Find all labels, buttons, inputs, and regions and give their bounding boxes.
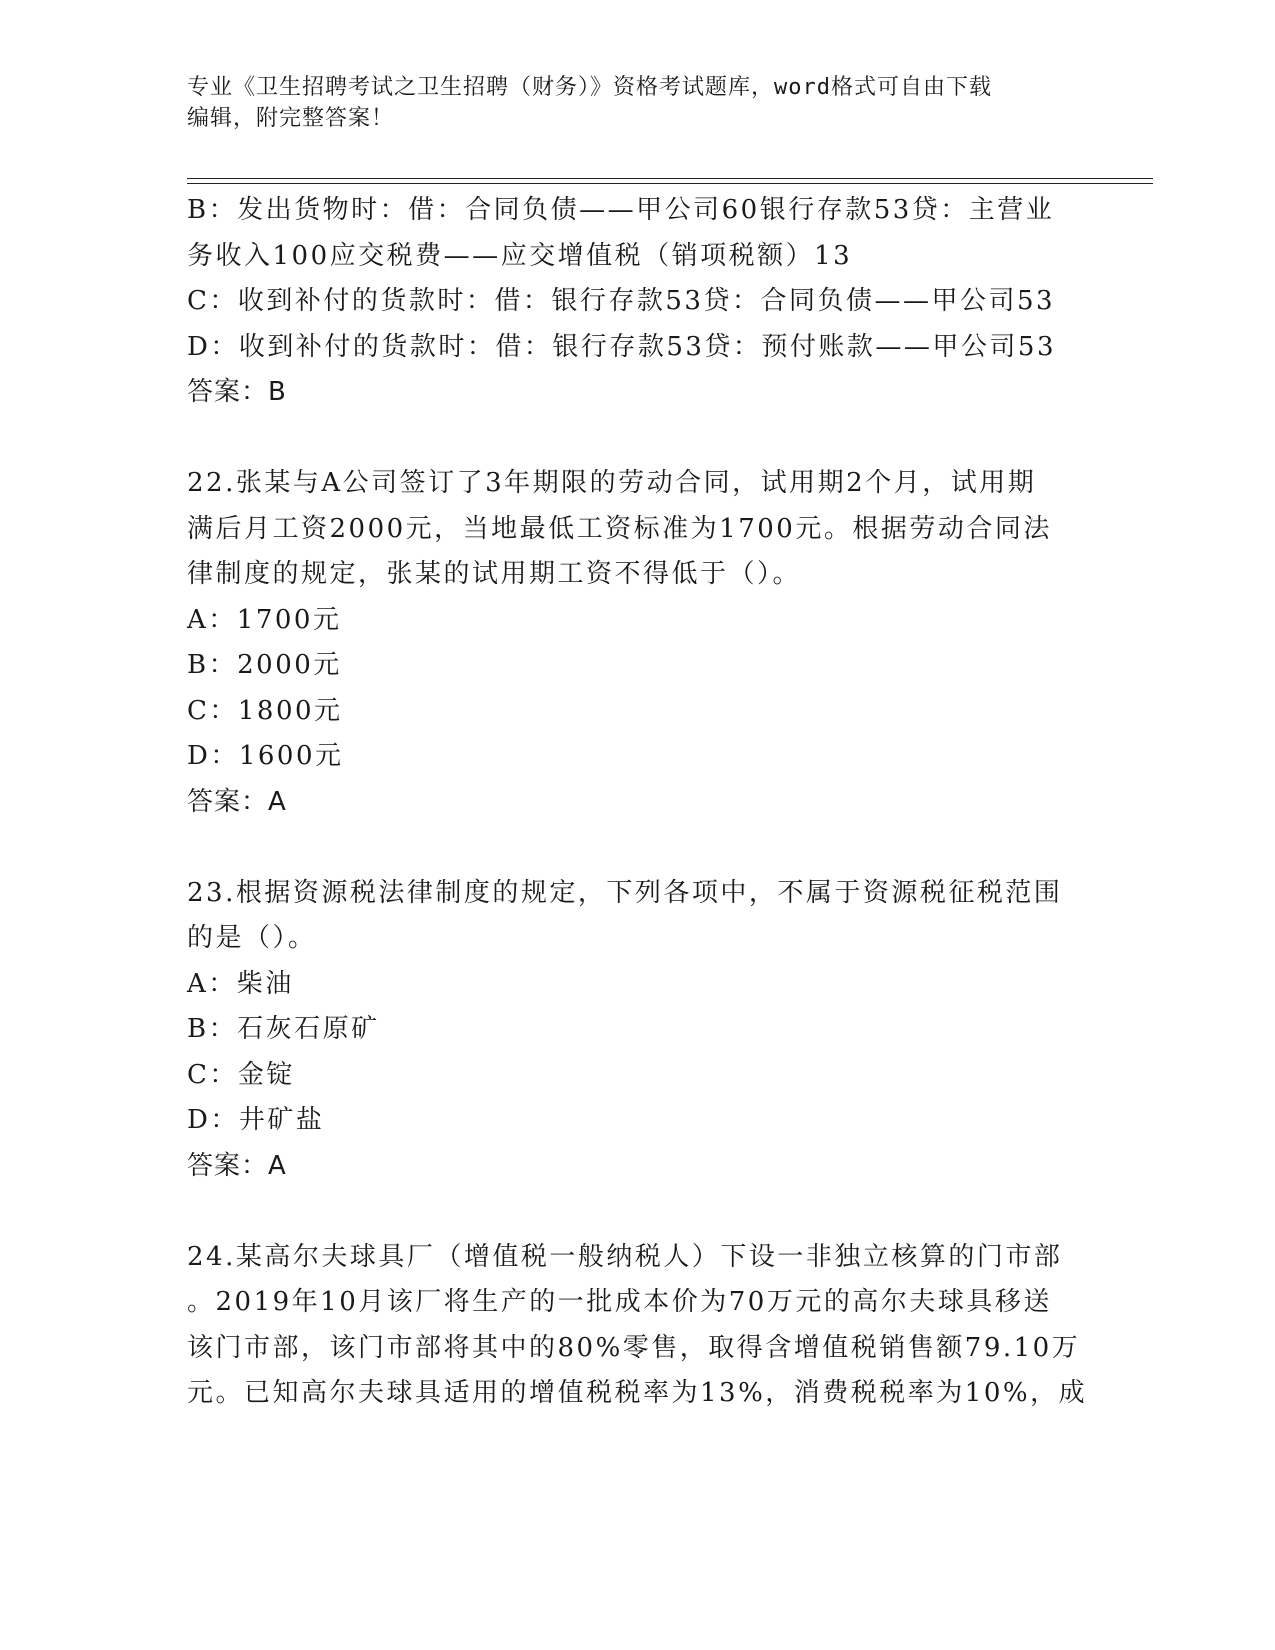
question-stem-line-4: 元。已知高尔夫球具适用的增值税税率为13%，消费税税率为10%，成 <box>187 1378 1088 1408</box>
option-d: D：井矿盐 <box>187 1105 325 1135</box>
question-list <box>187 188 1087 1417</box>
answer-line: 答案：A <box>187 1150 287 1181</box>
option-c: C：金锭 <box>187 1059 295 1090</box>
header-line-1: 专业《卫生招聘考试之卫生招聘（财务）》资格考试题库，word格式可自由下载 <box>187 75 992 100</box>
question-22 <box>187 461 1087 825</box>
question-spacer <box>187 1189 1087 1235</box>
option-a: A：柴油 <box>187 968 294 999</box>
question-stem-line-1: 24.某高尔夫球具厂（增值税一般纳税人）下设一非独立核算的门市部 <box>187 1241 1063 1272</box>
question-stem-line-1: 22.张某与A公司签订了3年期限的劳动合同，试用期2个月，试用期 <box>187 468 1037 498</box>
question-stem-line-2: 。2019年10月该厂将生产的一批成本价为70万元的高尔夫球具移送 <box>187 1287 1052 1317</box>
option-d: D：收到补付的货款时：借：银行存款53贷：预付账款——甲公司53 <box>187 331 1057 362</box>
question-24 <box>187 1235 1087 1417</box>
option-c: C：1800元 <box>187 695 343 726</box>
question-21-tail <box>187 188 1087 416</box>
header-line-2: 编辑，附完整答案！ <box>187 106 395 131</box>
question-spacer <box>187 825 1087 871</box>
header-divider-bottom <box>187 183 1153 184</box>
option-b-line-2: 务收入100应交税费——应交增值税（销项税额）13 <box>187 240 853 271</box>
question-stem-line-3: 该门市部，该门市部将其中的80%零售，取得含增值税销售额79.10万 <box>187 1332 1081 1363</box>
option-a: A：1700元 <box>187 604 342 635</box>
question-spacer <box>187 416 1087 462</box>
option-d: D：1600元 <box>187 741 344 771</box>
question-23 <box>187 871 1087 1190</box>
answer-line: 答案：A <box>187 786 287 817</box>
answer-line: 答案：B <box>187 377 287 407</box>
question-stem-line-1: 23.根据资源税法律制度的规定，下列各项中，不属于资源税征税范围 <box>187 877 1063 908</box>
question-stem-line-2: 的是（）。 <box>187 923 317 953</box>
option-b: B：石灰石原矿 <box>187 1014 380 1044</box>
option-b-line-1: B：发出货物时：借：合同负债——甲公司60银行存款53贷：主营业 <box>187 195 1055 225</box>
option-c: C：收到补付的货款时：借：银行存款53贷：合同负债——甲公司53 <box>187 286 1056 316</box>
option-b: B：2000元 <box>187 650 342 680</box>
question-stem-line-2: 满后月工资2000元，当地最低工资标准为1700元。根据劳动合同法 <box>187 513 1052 544</box>
question-stem-line-3: 律制度的规定，张某的试用期工资不得低于（）。 <box>187 559 802 589</box>
document-header <box>187 72 1067 134</box>
header-divider-top <box>187 178 1153 179</box>
